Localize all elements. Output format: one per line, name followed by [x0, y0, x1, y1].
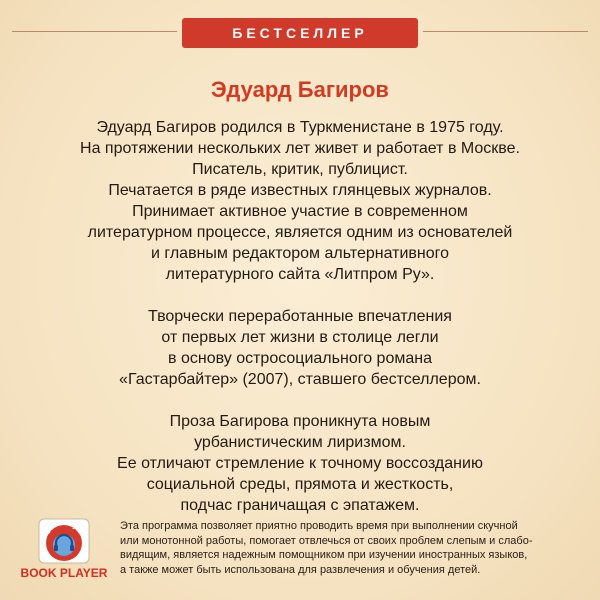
bio-line: и главным редактором альтернативного: [150, 245, 450, 262]
bio-line: Творчески переработанные впечатления: [148, 308, 452, 325]
bio-line: На протяжении нескольких лет живет и работает в Москве.: [80, 140, 520, 157]
bio-line: Ее отличают стремление к точному воссозданию: [117, 455, 483, 472]
bio-line: Проза Багирова проникнута новым: [169, 413, 431, 430]
footer-line: Эта программа позволяет приятно проводить время при выполнении скучной: [120, 520, 518, 532]
biography: [40, 117, 560, 537]
bio-paragraph: [40, 306, 560, 390]
bio-line: «Гастарбайтер» (2007), ставшего бестселлером.: [119, 371, 481, 388]
bestseller-banner: [182, 18, 418, 48]
footer-line: видящим, является надежным помощником при изучении иностранных языков,: [120, 549, 528, 561]
bio-line: Печатается в ряде известных глянцевых журналов.: [108, 182, 492, 199]
banner-label: БЕСТСЕЛЛЕР: [232, 25, 368, 41]
book-player-logo: [14, 518, 114, 580]
logo-badge-text: Book Player: [44, 519, 84, 536]
author-name: Эдуард Багиров: [211, 77, 389, 102]
bio-line: Писатель, критик, публицист.: [192, 161, 408, 178]
footer-line: или монотонной работы, помогает отвлечься от своих проблем слепым и слабо-: [120, 534, 533, 547]
bio-line: урбанистическим лиризмом.: [194, 434, 406, 451]
footer-line: а также может быть использована для развлечения и обучения детей.: [120, 563, 481, 576]
bio-line: литературном процессе, является одним из основателей: [87, 224, 513, 241]
bio-line: от первых лет жизни в столице легли: [161, 329, 439, 346]
footer-note: [120, 519, 590, 577]
banner-rule-left: [12, 31, 177, 32]
bio-line: литературного сайта «Литпром Ру».: [165, 266, 435, 283]
banner-rule-right: [423, 31, 588, 32]
bio-line: Принимает активное участие в современном: [132, 203, 468, 220]
bio-line: в основу остросоциального романа: [168, 350, 432, 367]
bio-line: подчас граничащая с эпатажем.: [180, 497, 420, 514]
bio-paragraph: [40, 411, 560, 516]
bio-line: Эдуард Багиров родился в Туркменистане в 1975 году.: [96, 119, 504, 136]
headphones-icon: [38, 518, 90, 564]
logo-label: BOOK PLAYER: [20, 566, 108, 580]
bio-line: социальной среды, прямота и жесткость,: [146, 476, 454, 493]
bio-paragraph: [40, 117, 560, 285]
